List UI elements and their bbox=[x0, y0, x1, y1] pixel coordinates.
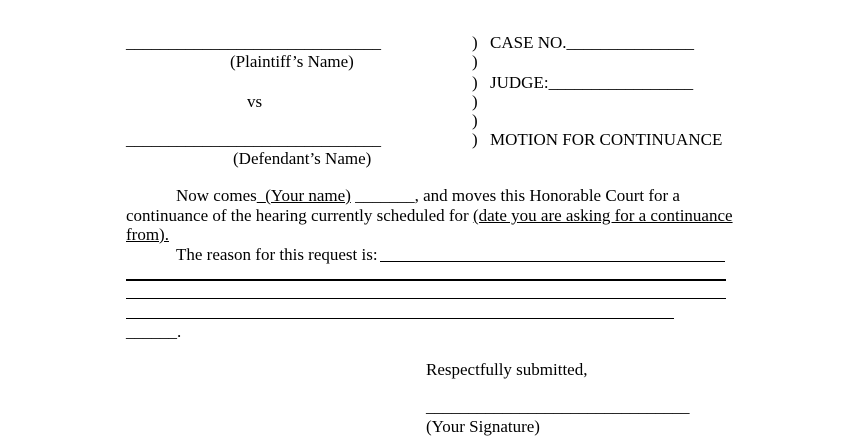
reason-label: The reason for this request is: bbox=[176, 245, 378, 264]
caption-bracket: ) bbox=[472, 111, 478, 130]
reason-line-4[interactable] bbox=[126, 318, 674, 319]
case-number-row bbox=[490, 33, 694, 53]
vs-label: vs bbox=[247, 92, 263, 111]
caption-bracket: ) bbox=[472, 52, 478, 71]
signature-label: (Your Signature) bbox=[426, 417, 540, 436]
plaintiff-name-blank[interactable]: ______________________________ bbox=[126, 33, 381, 52]
judge-blank[interactable]: _________________ bbox=[548, 73, 694, 92]
closing-text: Respectfully submitted, bbox=[426, 360, 588, 379]
caption-bracket: ) bbox=[472, 92, 478, 111]
date-field-continued[interactable]: from). bbox=[126, 225, 169, 244]
your-name-lead bbox=[257, 186, 266, 205]
your-name-trail[interactable]: _______ bbox=[355, 186, 415, 205]
caption-bracket: ) bbox=[472, 33, 478, 52]
reason-line-1[interactable] bbox=[380, 261, 725, 262]
your-name-field[interactable]: (Your name) bbox=[265, 186, 351, 205]
now-comes-text: Now comes bbox=[176, 186, 257, 205]
body-line-2 bbox=[126, 206, 733, 226]
reason-line-3[interactable] bbox=[126, 298, 726, 299]
defendant-name-blank[interactable]: ______________________________ bbox=[126, 130, 381, 149]
case-number-blank[interactable]: _______________ bbox=[566, 33, 695, 52]
defendant-name-label: (Defendant’s Name) bbox=[233, 149, 372, 168]
motion-title: MOTION FOR CONTINUANCE bbox=[490, 130, 723, 149]
signature-blank[interactable]: _______________________________ bbox=[426, 397, 690, 416]
case-number-label: CASE NO. bbox=[490, 33, 567, 52]
caption-bracket: ) bbox=[472, 130, 478, 149]
moves-text: , and moves this Honorable Court for a bbox=[414, 186, 680, 205]
reason-line-2[interactable] bbox=[126, 279, 726, 281]
date-field[interactable]: (date you are asking for a continuance bbox=[472, 206, 733, 225]
continuance-text: continuance of the hearing currently scheduled for bbox=[126, 206, 473, 225]
plaintiff-name-label: (Plaintiff’s Name) bbox=[230, 52, 354, 71]
caption-bracket: ) bbox=[472, 73, 478, 92]
reason-line-5[interactable]: ______. bbox=[126, 322, 182, 341]
judge-label: JUDGE: bbox=[490, 73, 549, 92]
judge-row bbox=[490, 73, 693, 93]
body-line-1 bbox=[176, 186, 680, 206]
